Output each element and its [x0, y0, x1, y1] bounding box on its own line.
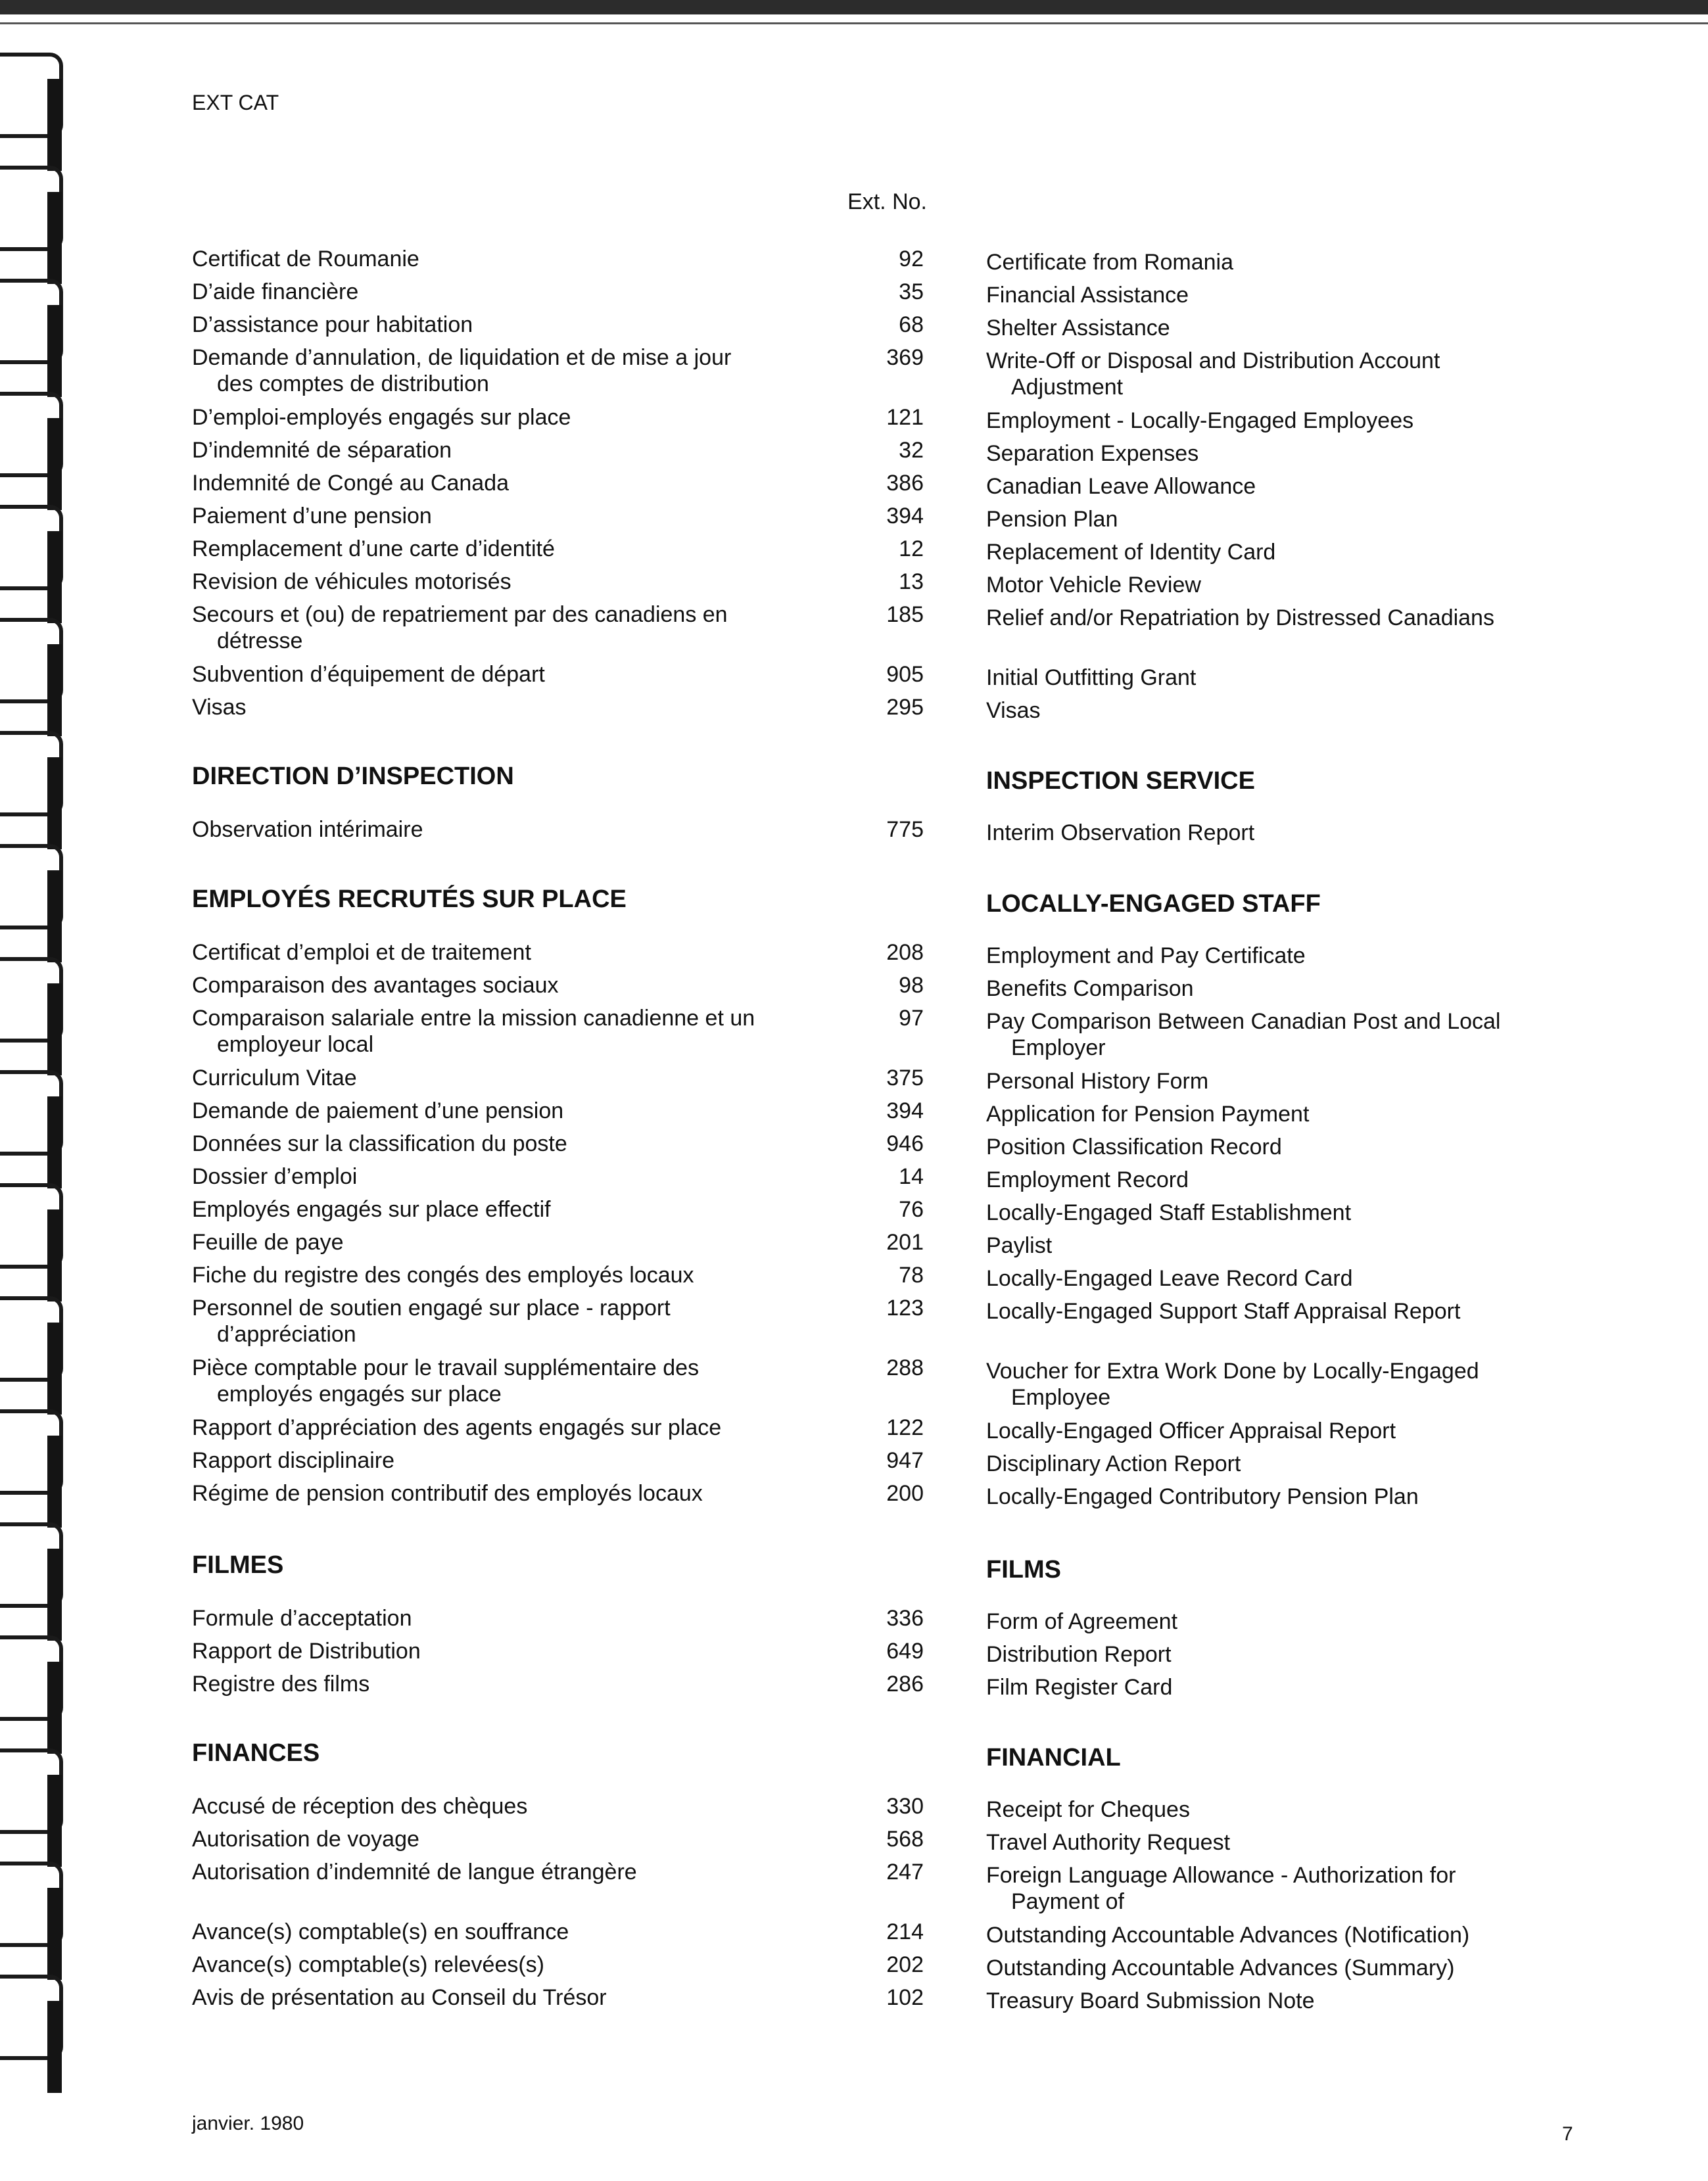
french-title	[192, 1005, 849, 1058]
english-title	[986, 282, 1578, 308]
french-title-text: Fiche du registre des congés des employés locaux	[192, 1263, 694, 1288]
french-title-text: Autorisation d’indemnité de langue étrangère	[192, 1860, 637, 1885]
english-title-text: Employment and Pay Certificate	[986, 943, 1306, 968]
ext-number-text: 202	[886, 1952, 924, 1977]
french-title	[192, 1480, 849, 1507]
french-title-text: Avance(s) comptable(s) relevées(s)	[192, 1952, 544, 1977]
english-title	[986, 315, 1578, 341]
ext-number	[815, 404, 924, 431]
scan-top-rule	[0, 22, 1708, 24]
english-title-text: Distribution Report	[986, 1642, 1172, 1667]
english-title-text: Write-Off or Disposal and Distribution Account	[986, 348, 1440, 373]
ext-number	[815, 1131, 924, 1157]
french-title	[192, 972, 849, 998]
ext-number	[815, 939, 924, 966]
ext-number-text: 32	[899, 438, 924, 463]
english-title	[986, 440, 1578, 467]
ext-number	[815, 1605, 924, 1631]
french-title-text: Certificat d’emploi et de traitement	[192, 940, 531, 965]
ext-number	[815, 1952, 924, 1978]
binding-post	[47, 644, 62, 736]
french-title	[192, 344, 849, 397]
english-title	[986, 1167, 1578, 1193]
english-title-text: Employment - Locally-Engaged Employees	[986, 408, 1414, 433]
ext-number-text: 946	[886, 1131, 924, 1156]
french-title	[192, 1196, 849, 1223]
french-title-text: Revision de véhicules motorisés	[192, 569, 511, 594]
ext-number-text: 68	[899, 312, 924, 337]
french-title-text: Avis de présentation au Conseil du Trésor	[192, 1985, 607, 2010]
english-title-text: Interim Observation Report	[986, 820, 1255, 845]
english-title	[986, 408, 1578, 434]
binding-post	[47, 192, 62, 284]
ext-number	[815, 816, 924, 843]
ext-number-text: 185	[886, 602, 924, 627]
english-title	[986, 1796, 1578, 1823]
ext-number	[815, 1065, 924, 1091]
english-title	[986, 1232, 1578, 1259]
french-title	[192, 1163, 849, 1190]
section-title-fr: FILMES	[192, 1551, 284, 1579]
english-title-continuation: Adjustment	[1011, 375, 1124, 400]
ext-number-text: 295	[886, 695, 924, 720]
english-title-text: Locally-Engaged Leave Record Card	[986, 1266, 1353, 1291]
binding-post	[47, 1096, 62, 1188]
english-title-text: Treasury Board Submission Note	[986, 1988, 1315, 2013]
ext-number-text: 375	[886, 1066, 924, 1090]
section-title-fr: DIRECTION D’INSPECTION	[192, 762, 514, 790]
ext-number-text: 394	[886, 1098, 924, 1123]
english-title	[986, 605, 1578, 631]
french-title-text: Formule d’acceptation	[192, 1606, 412, 1631]
english-title	[986, 820, 1578, 846]
french-title	[192, 503, 849, 529]
ext-number-text: 369	[886, 345, 924, 370]
english-title-text: Disciplinary Action Report	[986, 1451, 1241, 1476]
french-title-text: Secours et (ou) de repatriement par des canadiens en	[192, 602, 728, 627]
ext-number-text: 775	[886, 817, 924, 842]
binding-post	[47, 983, 62, 1075]
french-title	[192, 1415, 849, 1441]
french-title-text: Subvention d’équipement de départ	[192, 662, 545, 687]
section-title-fr: FINANCES	[192, 1739, 320, 1767]
french-title-text: D’assistance pour habitation	[192, 312, 473, 337]
english-title	[986, 1298, 1578, 1325]
french-title	[192, 1826, 849, 1852]
ext-number	[815, 1826, 924, 1852]
binding-post	[47, 2001, 62, 2093]
english-title-text: Visas	[986, 698, 1041, 723]
french-title-text: Personnel de soutien engagé sur place - rapport	[192, 1296, 671, 1321]
binding-post	[47, 531, 62, 623]
ext-number	[815, 1196, 924, 1223]
english-title-text: Motor Vehicle Review	[986, 573, 1201, 598]
english-title-text: Pension Plan	[986, 507, 1118, 532]
french-title-text: Dossier d’emploi	[192, 1164, 358, 1189]
french-title	[192, 694, 849, 720]
french-title	[192, 661, 849, 688]
ext-number-text: 947	[886, 1448, 924, 1473]
footer-date: janvier. 1980	[192, 2113, 304, 2134]
french-title-text: Indemnité de Congé au Canada	[192, 471, 510, 496]
binding-post	[47, 1662, 62, 1754]
ext-number	[815, 279, 924, 305]
ext-number-text: 121	[886, 405, 924, 430]
section-title-en: FINANCIAL	[986, 1744, 1121, 1771]
english-title	[986, 1988, 1578, 2014]
scan-top-edge	[0, 0, 1708, 14]
ext-number	[815, 1480, 924, 1507]
section-title-fr: EMPLOYÉS RECRUTÉS SUR PLACE	[192, 885, 627, 913]
french-title	[192, 404, 849, 431]
ext-number	[815, 1098, 924, 1124]
ext-number-text: 92	[899, 246, 924, 271]
ext-number-text: 13	[899, 569, 924, 594]
french-title	[192, 1671, 849, 1697]
ext-number	[815, 1671, 924, 1697]
french-title-text: Demande de paiement d’une pension	[192, 1098, 564, 1123]
french-title-text: D’aide financière	[192, 279, 359, 304]
section-title-en: LOCALLY-ENGAGED STAFF	[986, 890, 1321, 918]
ext-number	[815, 1163, 924, 1190]
french-title	[192, 569, 849, 595]
english-title	[986, 697, 1578, 724]
french-title-text: Données sur la classification du poste	[192, 1131, 567, 1156]
english-title-continuation: Employee	[1011, 1385, 1111, 1410]
english-title	[986, 943, 1578, 969]
french-title	[192, 1984, 849, 2011]
french-title	[192, 1605, 849, 1631]
binding-post	[47, 1323, 62, 1415]
english-title-text: Initial Outfitting Grant	[986, 665, 1197, 690]
english-title	[986, 1265, 1578, 1292]
ext-number	[815, 661, 924, 688]
french-title-text: Avance(s) comptable(s) en souffrance	[192, 1919, 569, 1944]
english-title-text: Application for Pension Payment	[986, 1102, 1310, 1127]
ext-number	[815, 1859, 924, 1885]
binding-post	[47, 1549, 62, 1641]
english-title	[986, 1922, 1578, 1948]
english-title	[986, 975, 1578, 1002]
english-title-text: Employment Record	[986, 1167, 1189, 1192]
french-title	[192, 246, 849, 272]
ext-number-text: 208	[886, 940, 924, 965]
french-title-text: D’indemnité de séparation	[192, 438, 452, 463]
ext-number-text: 649	[886, 1639, 924, 1664]
french-title	[192, 1229, 849, 1255]
binding-post	[47, 1888, 62, 1980]
english-title	[986, 1955, 1578, 1981]
french-title-continuation: des comptes de distribution	[217, 371, 489, 396]
ext-number-text: 905	[886, 662, 924, 687]
english-title	[986, 572, 1578, 598]
english-title-text: Form of Agreement	[986, 1609, 1178, 1634]
ext-number-text: 336	[886, 1606, 924, 1631]
ext-number-text: 200	[886, 1481, 924, 1506]
english-title-text: Replacement of Identity Card	[986, 540, 1276, 565]
section-title-en: INSPECTION SERVICE	[986, 767, 1255, 795]
french-title	[192, 1859, 849, 1885]
english-title-continuation: Payment of	[1011, 1889, 1124, 1914]
ext-number-text: 122	[886, 1415, 924, 1440]
ext-number-text: 14	[899, 1164, 924, 1189]
ext-number	[815, 312, 924, 338]
french-title-text: Feuille de paye	[192, 1230, 344, 1255]
english-title-text: Shelter Assistance	[986, 316, 1170, 340]
english-title-text: Travel Authority Request	[986, 1830, 1231, 1855]
english-title-text: Locally-Engaged Contributory Pension Plan	[986, 1484, 1419, 1509]
french-title	[192, 1262, 849, 1288]
ext-number-text: 330	[886, 1794, 924, 1819]
english-title-text: Locally-Engaged Support Staff Appraisal Report	[986, 1299, 1461, 1324]
french-title	[192, 1919, 849, 1945]
french-title-text: Régime de pension contributif des employés locaux	[192, 1481, 703, 1506]
french-title-text: Pièce comptable pour le travail supplémentaire des	[192, 1355, 700, 1380]
ext-number	[815, 1793, 924, 1819]
binding-post	[47, 79, 62, 171]
ext-number	[815, 470, 924, 496]
french-title	[192, 470, 849, 496]
english-title-text: Voucher for Extra Work Done by Locally-Engaged	[986, 1359, 1479, 1384]
ext-number	[815, 1638, 924, 1664]
english-title-text: Benefits Comparison	[986, 976, 1194, 1001]
ext-number	[815, 1355, 924, 1381]
english-title-text: Financial Assistance	[986, 283, 1189, 308]
french-title	[192, 1793, 849, 1819]
binding-post	[47, 1209, 62, 1302]
english-title	[986, 1134, 1578, 1160]
ext-number-text: 78	[899, 1263, 924, 1288]
french-title-text: D’emploi-employés engagés sur place	[192, 405, 571, 430]
binding-post	[47, 1775, 62, 1867]
ext-number	[815, 972, 924, 998]
section-title-en: FILMS	[986, 1556, 1061, 1583]
english-title-text: Relief and/or Repatriation by Distressed Canadians	[986, 605, 1494, 630]
french-title-text: Certificat de Roumanie	[192, 246, 419, 271]
english-title	[986, 249, 1578, 275]
french-title	[192, 1952, 849, 1978]
english-title-text: Film Register Card	[986, 1675, 1173, 1700]
french-title-continuation: employés engagés sur place	[217, 1382, 502, 1407]
french-title	[192, 939, 849, 966]
ext-number-text: 102	[886, 1985, 924, 2010]
english-title-text: Certificate from Romania	[986, 250, 1234, 275]
french-title-text: Remplacement d’une carte d’identité	[192, 536, 555, 561]
binding-post	[47, 870, 62, 962]
ext-number	[815, 536, 924, 562]
english-title	[986, 1641, 1578, 1668]
french-title-text: Accusé de réception des chèques	[192, 1794, 528, 1819]
page-number: 7	[1562, 2123, 1573, 2145]
ext-number	[815, 503, 924, 529]
french-title-text: Comparaison salariale entre la mission canadienne et un	[192, 1006, 755, 1031]
english-title	[986, 1200, 1578, 1226]
english-title	[986, 1674, 1578, 1700]
french-title-text: Paiement d’une pension	[192, 504, 432, 528]
ext-number-text: 35	[899, 279, 924, 304]
english-title	[986, 348, 1578, 400]
french-title-continuation: détresse	[217, 628, 303, 653]
binding-post	[47, 305, 62, 397]
french-title	[192, 536, 849, 562]
english-title-text: Position Classification Record	[986, 1135, 1282, 1160]
ext-number-text: 98	[899, 973, 924, 998]
french-title	[192, 601, 849, 654]
english-title-continuation: Employer	[1011, 1035, 1106, 1060]
english-title	[986, 1358, 1578, 1411]
french-title	[192, 1638, 849, 1664]
spiral-binding	[0, 26, 72, 2176]
english-title-text: Canadian Leave Allowance	[986, 474, 1256, 499]
english-title	[986, 1862, 1578, 1915]
ext-number	[815, 1984, 924, 2011]
ext-number-text: 12	[899, 536, 924, 561]
french-title-text: Autorisation de voyage	[192, 1827, 419, 1852]
english-title	[986, 1068, 1578, 1094]
binding-post	[47, 1436, 62, 1528]
french-title-text: Rapport disciplinaire	[192, 1448, 395, 1473]
french-title	[192, 1295, 849, 1348]
ext-number	[815, 344, 924, 371]
english-title	[986, 665, 1578, 691]
ext-number	[815, 1295, 924, 1321]
ext-number	[815, 1262, 924, 1288]
ext-number	[815, 1229, 924, 1255]
english-title-text: Outstanding Accountable Advances (Summary)	[986, 1956, 1455, 1981]
ext-number-text: 386	[886, 471, 924, 496]
english-title-text: Receipt for Cheques	[986, 1797, 1190, 1822]
english-title	[986, 1829, 1578, 1856]
ext-number-text: 286	[886, 1672, 924, 1697]
ext-number	[815, 694, 924, 720]
french-title	[192, 1447, 849, 1474]
french-title-text: Employés engagés sur place effectif	[192, 1197, 551, 1222]
english-title	[986, 1608, 1578, 1635]
french-title-text: Registre des films	[192, 1672, 370, 1697]
ext-number	[815, 1005, 924, 1031]
french-title-text: Visas	[192, 695, 247, 720]
french-title-continuation: d’appréciation	[217, 1322, 356, 1347]
ext-number	[815, 569, 924, 595]
english-title	[986, 1418, 1578, 1444]
french-title	[192, 437, 849, 463]
ext-number	[815, 1415, 924, 1441]
french-title	[192, 1355, 849, 1407]
english-title-text: Foreign Language Allowance - Authorization for	[986, 1863, 1456, 1888]
ext-number-text: 214	[886, 1919, 924, 1944]
ext-number-text: 97	[899, 1006, 924, 1031]
binding-post	[47, 757, 62, 849]
ext-number	[815, 601, 924, 628]
french-title-text: Rapport de Distribution	[192, 1639, 421, 1664]
french-title-text: Comparaison des avantages sociaux	[192, 973, 559, 998]
english-title-text: Paylist	[986, 1233, 1053, 1258]
french-title	[192, 1098, 849, 1124]
french-title-text: Observation intérimaire	[192, 817, 423, 842]
english-title	[986, 506, 1578, 532]
english-title-text: Locally-Engaged Officer Appraisal Report	[986, 1419, 1396, 1443]
english-title-text: Locally-Engaged Staff Establishment	[986, 1200, 1352, 1225]
french-title-text: Curriculum Vitae	[192, 1066, 357, 1090]
french-title	[192, 816, 849, 843]
ext-number	[815, 437, 924, 463]
english-title	[986, 539, 1578, 565]
english-title-text: Personal History Form	[986, 1069, 1209, 1094]
ext-number-text: 76	[899, 1197, 924, 1222]
french-title	[192, 279, 849, 305]
french-title-continuation: employeur local	[217, 1032, 374, 1057]
ext-number-text: 123	[886, 1296, 924, 1321]
ext-number-text: 568	[886, 1827, 924, 1852]
french-title-text: Rapport d’appréciation des agents engagés sur place	[192, 1415, 722, 1440]
ext-number	[815, 1447, 924, 1474]
english-title-text: Separation Expenses	[986, 441, 1199, 466]
ext-number-heading: Ext. No.	[847, 189, 927, 214]
catalogue-code: EXT CAT	[192, 91, 279, 114]
ext-number-text: 394	[886, 504, 924, 528]
english-title	[986, 1484, 1578, 1510]
french-title	[192, 1131, 849, 1157]
ext-number	[815, 1919, 924, 1945]
english-title	[986, 473, 1578, 500]
ext-number	[815, 246, 924, 272]
english-title	[986, 1451, 1578, 1477]
binding-post	[47, 418, 62, 510]
ext-number-text: 288	[886, 1355, 924, 1380]
english-title-text: Pay Comparison Between Canadian Post and Local	[986, 1009, 1501, 1034]
ext-number-text: 247	[886, 1860, 924, 1885]
french-title	[192, 312, 849, 338]
english-title-text: Outstanding Accountable Advances (Notification)	[986, 1923, 1470, 1948]
french-title	[192, 1065, 849, 1091]
french-title-text: Demande d’annulation, de liquidation et de mise a jour	[192, 345, 732, 370]
ext-number-text: 201	[886, 1230, 924, 1255]
english-title	[986, 1008, 1578, 1061]
english-title	[986, 1101, 1578, 1127]
